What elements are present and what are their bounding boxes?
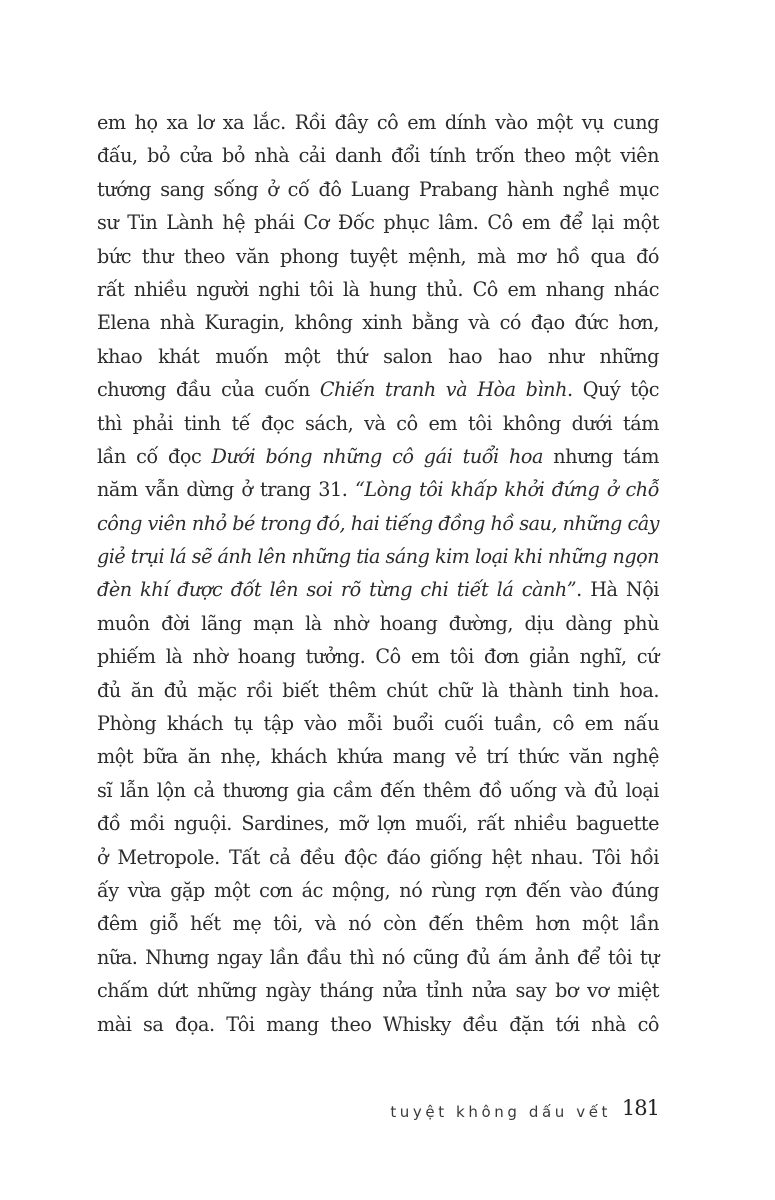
italic-text: “Lòng tôi khấp khởi đứng ở chỗ [354,478,659,502]
text-run: em họ xa lơ xa lắc. Rồi đây cô em dính vào một vụ cung [97,111,659,134]
text-line [97,540,659,573]
text-line [97,907,659,940]
text-run: đêm giỗ hết mẹ tôi, và nó còn đến thêm hơn một lần [97,912,659,936]
text-line [97,707,659,740]
running-title: tuyệt không dấu vết [390,1103,611,1121]
text-run: nhưng tám [543,444,660,468]
text-run: phiếm là nhờ hoang tưởng. Cô em tôi đơn giản nghĩ, cứ [97,645,659,669]
text-run: sĩ lẫn lộn cả thương gia cầm đến thêm đồ uống và đủ loại [97,778,659,802]
text-run: năm vẫn dừng ở trang 31. [97,478,355,502]
text-line [97,473,659,506]
text-run: lần cố đọc [97,444,212,468]
text-line [97,273,659,306]
text-run: Phòng khách tụ tập vào mỗi buổi cuối tuần, cô em nấu [97,712,659,736]
text-run: thì phải tinh tế đọc sách, và cô em tôi không dưới tám [97,411,659,435]
italic-text: Dưới bóng những cô gái tuổi hoa [211,444,543,468]
text-run: một bữa ăn nhẹ, khách khứa mang vẻ trí thức văn nghệ [97,745,659,769]
text-run: khao khát muốn một thứ salon hao hao như những [97,344,659,368]
text-line [97,507,659,540]
text-run: mài sa đọa. Tôi mang theo Whisky đều đặn tới nhà cô [97,1012,659,1036]
text-line [97,373,659,406]
text-run: đấu, bỏ cửa bỏ nhà cải danh đổi tính trốn theo một viên [97,144,659,168]
text-run: tướng sang sống ở cố đô Luang Prabang hành nghề mục [97,177,659,201]
text-line [97,106,659,139]
text-line [97,407,659,440]
text-line [97,173,659,206]
text-run: ấy vừa gặp một cơn ác mộng, nó rùng rợn đến vào đúng [97,878,659,902]
text-line [97,607,659,640]
text-line [97,740,659,773]
text-line [97,440,659,473]
text-run: ở Metropole. Tất cả đều độc đáo giống hệt nhau. Tôi hồi [97,845,659,869]
text-line [97,306,659,339]
text-run: chấm dứt những ngày tháng nửa tỉnh nửa say bơ vơ miệt [97,979,659,1003]
text-run: bức thư theo văn phong tuyệt mệnh, mà mơ hồ qua đó [97,244,659,268]
text-line [97,774,659,807]
text-run: rất nhiều người nghi tôi là hung thủ. Cô em nhang nhác [97,277,659,301]
text-line [97,974,659,1007]
text-run: đủ ăn đủ mặc rồi biết thêm chút chữ là thành tinh hoa. [97,678,659,702]
text-line [97,807,659,840]
text-run: đồ mồi nguội. Sardines, mỡ lợn muối, rất nhiều baguette [97,812,659,836]
text-line [97,941,659,974]
text-line [97,240,659,273]
italic-text: đèn khí được đốt lên soi rõ từng chi tiết lá cành” [97,578,577,602]
text-line [97,640,659,673]
body-text [97,106,659,1041]
text-run: nữa. Nhưng ngay lần đầu thì nó cũng đủ ám ảnh để tôi tự [97,945,659,969]
text-run: . Hà Nội [576,578,659,602]
text-run: . Quý tộc [567,378,659,402]
text-line [97,206,659,239]
text-line [97,573,659,606]
italic-text: giẻ trụi lá sẽ ánh lên những tia sáng kim loại khi những ngọn [97,545,659,569]
text-run: Elena nhà Kuragin, không xinh bằng và có đạo đức hơn, [97,311,659,335]
text-line [97,674,659,707]
page-number: 181 [621,1096,659,1120]
text-run: muôn đời lãng mạn là nhờ hoang đường, dịu dàng phù [97,611,659,635]
text-run: chương đầu của cuốn [97,378,320,402]
text-line [97,139,659,172]
page-footer [380,1096,659,1126]
text-line [97,340,659,373]
text-line [97,841,659,874]
italic-text: công viên nhỏ bé trong đó, hai tiếng đồng hồ sau, những cây [97,511,659,535]
text-line [97,874,659,907]
italic-text: Chiến tranh và Hòa bình [319,378,567,402]
text-line [97,1008,659,1041]
text-run: sư Tin Lành hệ phái Cơ Đốc phục lâm. Cô em để lại một [97,211,659,235]
